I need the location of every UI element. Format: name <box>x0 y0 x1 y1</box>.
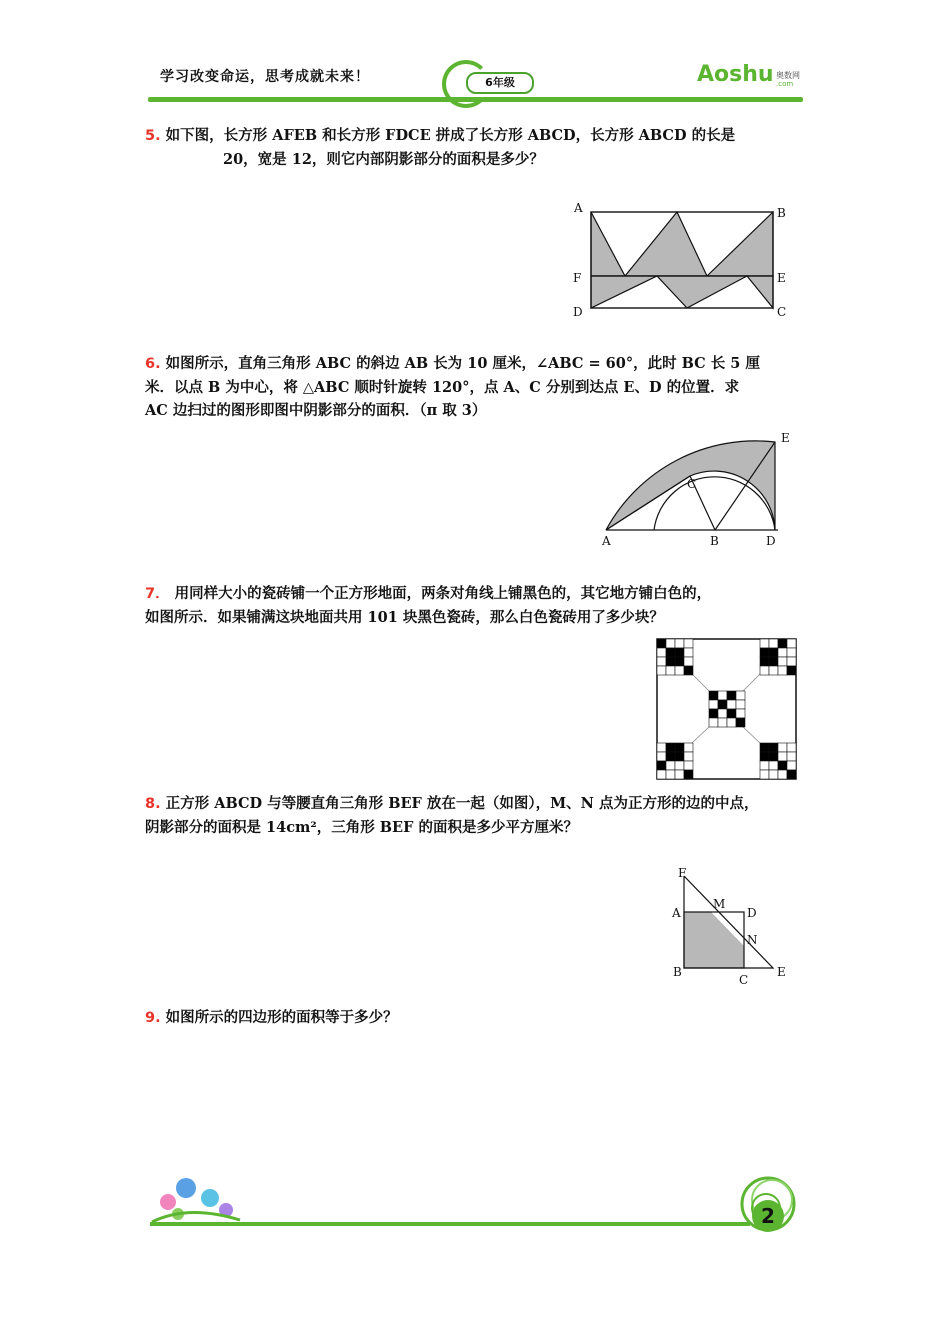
tile <box>675 666 684 675</box>
header-slogan: 学习改变命运，思考成就未来！ <box>160 69 370 85</box>
tile <box>727 700 736 709</box>
tile <box>657 639 666 648</box>
label-a: A <box>672 906 681 920</box>
tile <box>718 709 727 718</box>
footer-divider <box>150 1222 750 1226</box>
tile <box>787 657 796 666</box>
tile <box>684 666 693 675</box>
tile <box>684 743 693 752</box>
label-f: F <box>678 866 687 880</box>
tile <box>666 770 675 779</box>
tile <box>727 718 736 727</box>
tile <box>657 752 666 761</box>
tile <box>787 743 796 752</box>
tile <box>675 761 684 770</box>
tile <box>684 639 693 648</box>
header-divider <box>148 97 803 102</box>
label-a: A <box>602 534 611 548</box>
tile <box>778 666 787 675</box>
tile <box>666 666 675 675</box>
tile <box>709 709 718 718</box>
tile <box>769 752 778 761</box>
label-b: B <box>710 534 719 548</box>
question-7 <box>145 582 805 629</box>
question-text-line1: 如下图，长方形 AFEB 和长方形 FDCE 拼成了长方形 ABCD，长方形 ABCD 的长是 <box>165 127 736 144</box>
tile <box>736 709 745 718</box>
aoshu-logo: Aoshu <box>697 62 774 87</box>
tile <box>666 639 675 648</box>
tile <box>778 648 787 657</box>
figure-q5 <box>565 198 795 323</box>
grade-badge: 6年级 <box>466 72 534 94</box>
tile <box>787 648 796 657</box>
question-text-line1: 如图所示，直角三角形 ABC 的斜边 AB 长为 10 厘米，∠ABC = 60°，此时 BC 长 5 厘 <box>165 355 760 372</box>
tile-cluster-top-left <box>657 639 693 675</box>
shaded-lower <box>591 276 747 308</box>
tile <box>709 691 718 700</box>
tile <box>675 657 684 666</box>
question-6 <box>145 352 805 422</box>
figure-q7-tiles <box>656 638 798 781</box>
label-d: D <box>766 534 776 548</box>
label-b: B <box>777 206 786 220</box>
shaded-lower-right <box>747 276 773 308</box>
question-text-line2: 阴影部分的面积是 14cm²，三角形 BEF 的面积是多少平方厘米？ <box>145 819 578 836</box>
tile <box>778 743 787 752</box>
tile-cluster-center <box>709 691 745 727</box>
tile <box>778 761 787 770</box>
tile <box>684 648 693 657</box>
logo-domain: .com <box>776 80 794 88</box>
tile <box>675 770 684 779</box>
label-e: E <box>781 431 790 445</box>
tile <box>760 743 769 752</box>
question-text-line1: 正方形 ABCD 与等腰直角三角形 BEF 放在一起（如图），M、N 点为正方形的边的中点， <box>165 795 759 812</box>
tile <box>769 648 778 657</box>
tile <box>666 648 675 657</box>
tile-cluster-top-right <box>760 639 796 675</box>
tile <box>769 761 778 770</box>
tile <box>736 700 745 709</box>
label-e: E <box>777 965 786 979</box>
tile <box>666 743 675 752</box>
tile <box>727 691 736 700</box>
tile <box>769 639 778 648</box>
tile <box>684 752 693 761</box>
label-c: C <box>739 973 749 987</box>
tile <box>718 718 727 727</box>
tile <box>657 770 666 779</box>
tile <box>684 770 693 779</box>
tile <box>769 666 778 675</box>
label-b: B <box>673 965 682 979</box>
question-number: 5. <box>145 128 161 144</box>
figure-q8 <box>665 862 795 987</box>
logo-subtitle: 奥数网 <box>776 71 800 80</box>
tile <box>760 752 769 761</box>
tile <box>760 657 769 666</box>
tile <box>769 770 778 779</box>
label-d: D <box>747 906 757 920</box>
tile-cluster-bottom-left <box>657 743 693 779</box>
tile <box>769 657 778 666</box>
tile <box>787 639 796 648</box>
figure-q6 <box>598 428 798 550</box>
tile <box>736 718 745 727</box>
label-m: M <box>713 897 726 911</box>
page-number: 2 <box>752 1200 784 1232</box>
tile <box>760 639 769 648</box>
tile <box>787 752 796 761</box>
question-text-line2: 20，宽是 12，则它内部阴影部分的面积是多少？ <box>223 151 544 168</box>
question-number: 6. <box>145 356 161 372</box>
label-e: E <box>777 271 786 285</box>
tile <box>675 639 684 648</box>
tile <box>709 718 718 727</box>
tile <box>666 761 675 770</box>
tile <box>760 761 769 770</box>
tile <box>718 691 727 700</box>
question-text-line1: 用同样大小的瓷砖铺一个正方形地面，两条对角线上铺黑色的，其它地方铺白色的， <box>174 585 712 602</box>
shaded-upper <box>591 212 773 276</box>
tile <box>657 648 666 657</box>
label-d: D <box>573 305 583 319</box>
shaded-region <box>684 912 744 968</box>
tile <box>787 761 796 770</box>
label-a: A <box>574 201 583 215</box>
label-f: F <box>573 271 582 285</box>
tile <box>778 639 787 648</box>
question-number: 7． <box>145 586 170 602</box>
tile <box>657 657 666 666</box>
question-5 <box>145 124 805 171</box>
tile <box>718 700 727 709</box>
tile <box>657 761 666 770</box>
tile <box>684 657 693 666</box>
tile <box>657 666 666 675</box>
question-number: 9. <box>145 1010 161 1026</box>
tile <box>675 743 684 752</box>
tile <box>769 743 778 752</box>
tile <box>778 770 787 779</box>
question-text-line2: 如图所示．如果铺满这块地面共用 101 块黑色瓷砖，那么白色瓷砖用了多少块？ <box>145 609 664 626</box>
tile <box>709 700 718 709</box>
label-c: C <box>777 305 787 319</box>
tile <box>675 752 684 761</box>
tile <box>666 657 675 666</box>
tile <box>727 709 736 718</box>
tile <box>760 770 769 779</box>
tile <box>778 752 787 761</box>
question-8 <box>145 792 805 839</box>
tile <box>778 657 787 666</box>
tile <box>684 761 693 770</box>
tile <box>736 691 745 700</box>
question-9 <box>145 1006 805 1030</box>
tile <box>787 770 796 779</box>
tile <box>657 743 666 752</box>
question-text-line3: AC 边扫过的图形即图中阴影部分的面积．（π 取 3） <box>145 402 487 419</box>
question-text-line2: 米．以点 B 为中心，将 △ABC 顺时针旋转 120°，点 A、C 分别到达点 E、D 的位置．求 <box>145 379 740 396</box>
label-c: C <box>687 477 697 491</box>
tile <box>675 648 684 657</box>
tile <box>760 666 769 675</box>
flower-decoration-icon <box>148 1164 243 1226</box>
tile <box>787 666 796 675</box>
tile-cluster-bottom-right <box>760 743 796 779</box>
label-n: N <box>747 933 758 947</box>
question-number: 8. <box>145 796 161 812</box>
question-text-line1: 如图所示的四边形的面积等于多少？ <box>165 1009 398 1026</box>
tile <box>666 752 675 761</box>
tile <box>760 648 769 657</box>
